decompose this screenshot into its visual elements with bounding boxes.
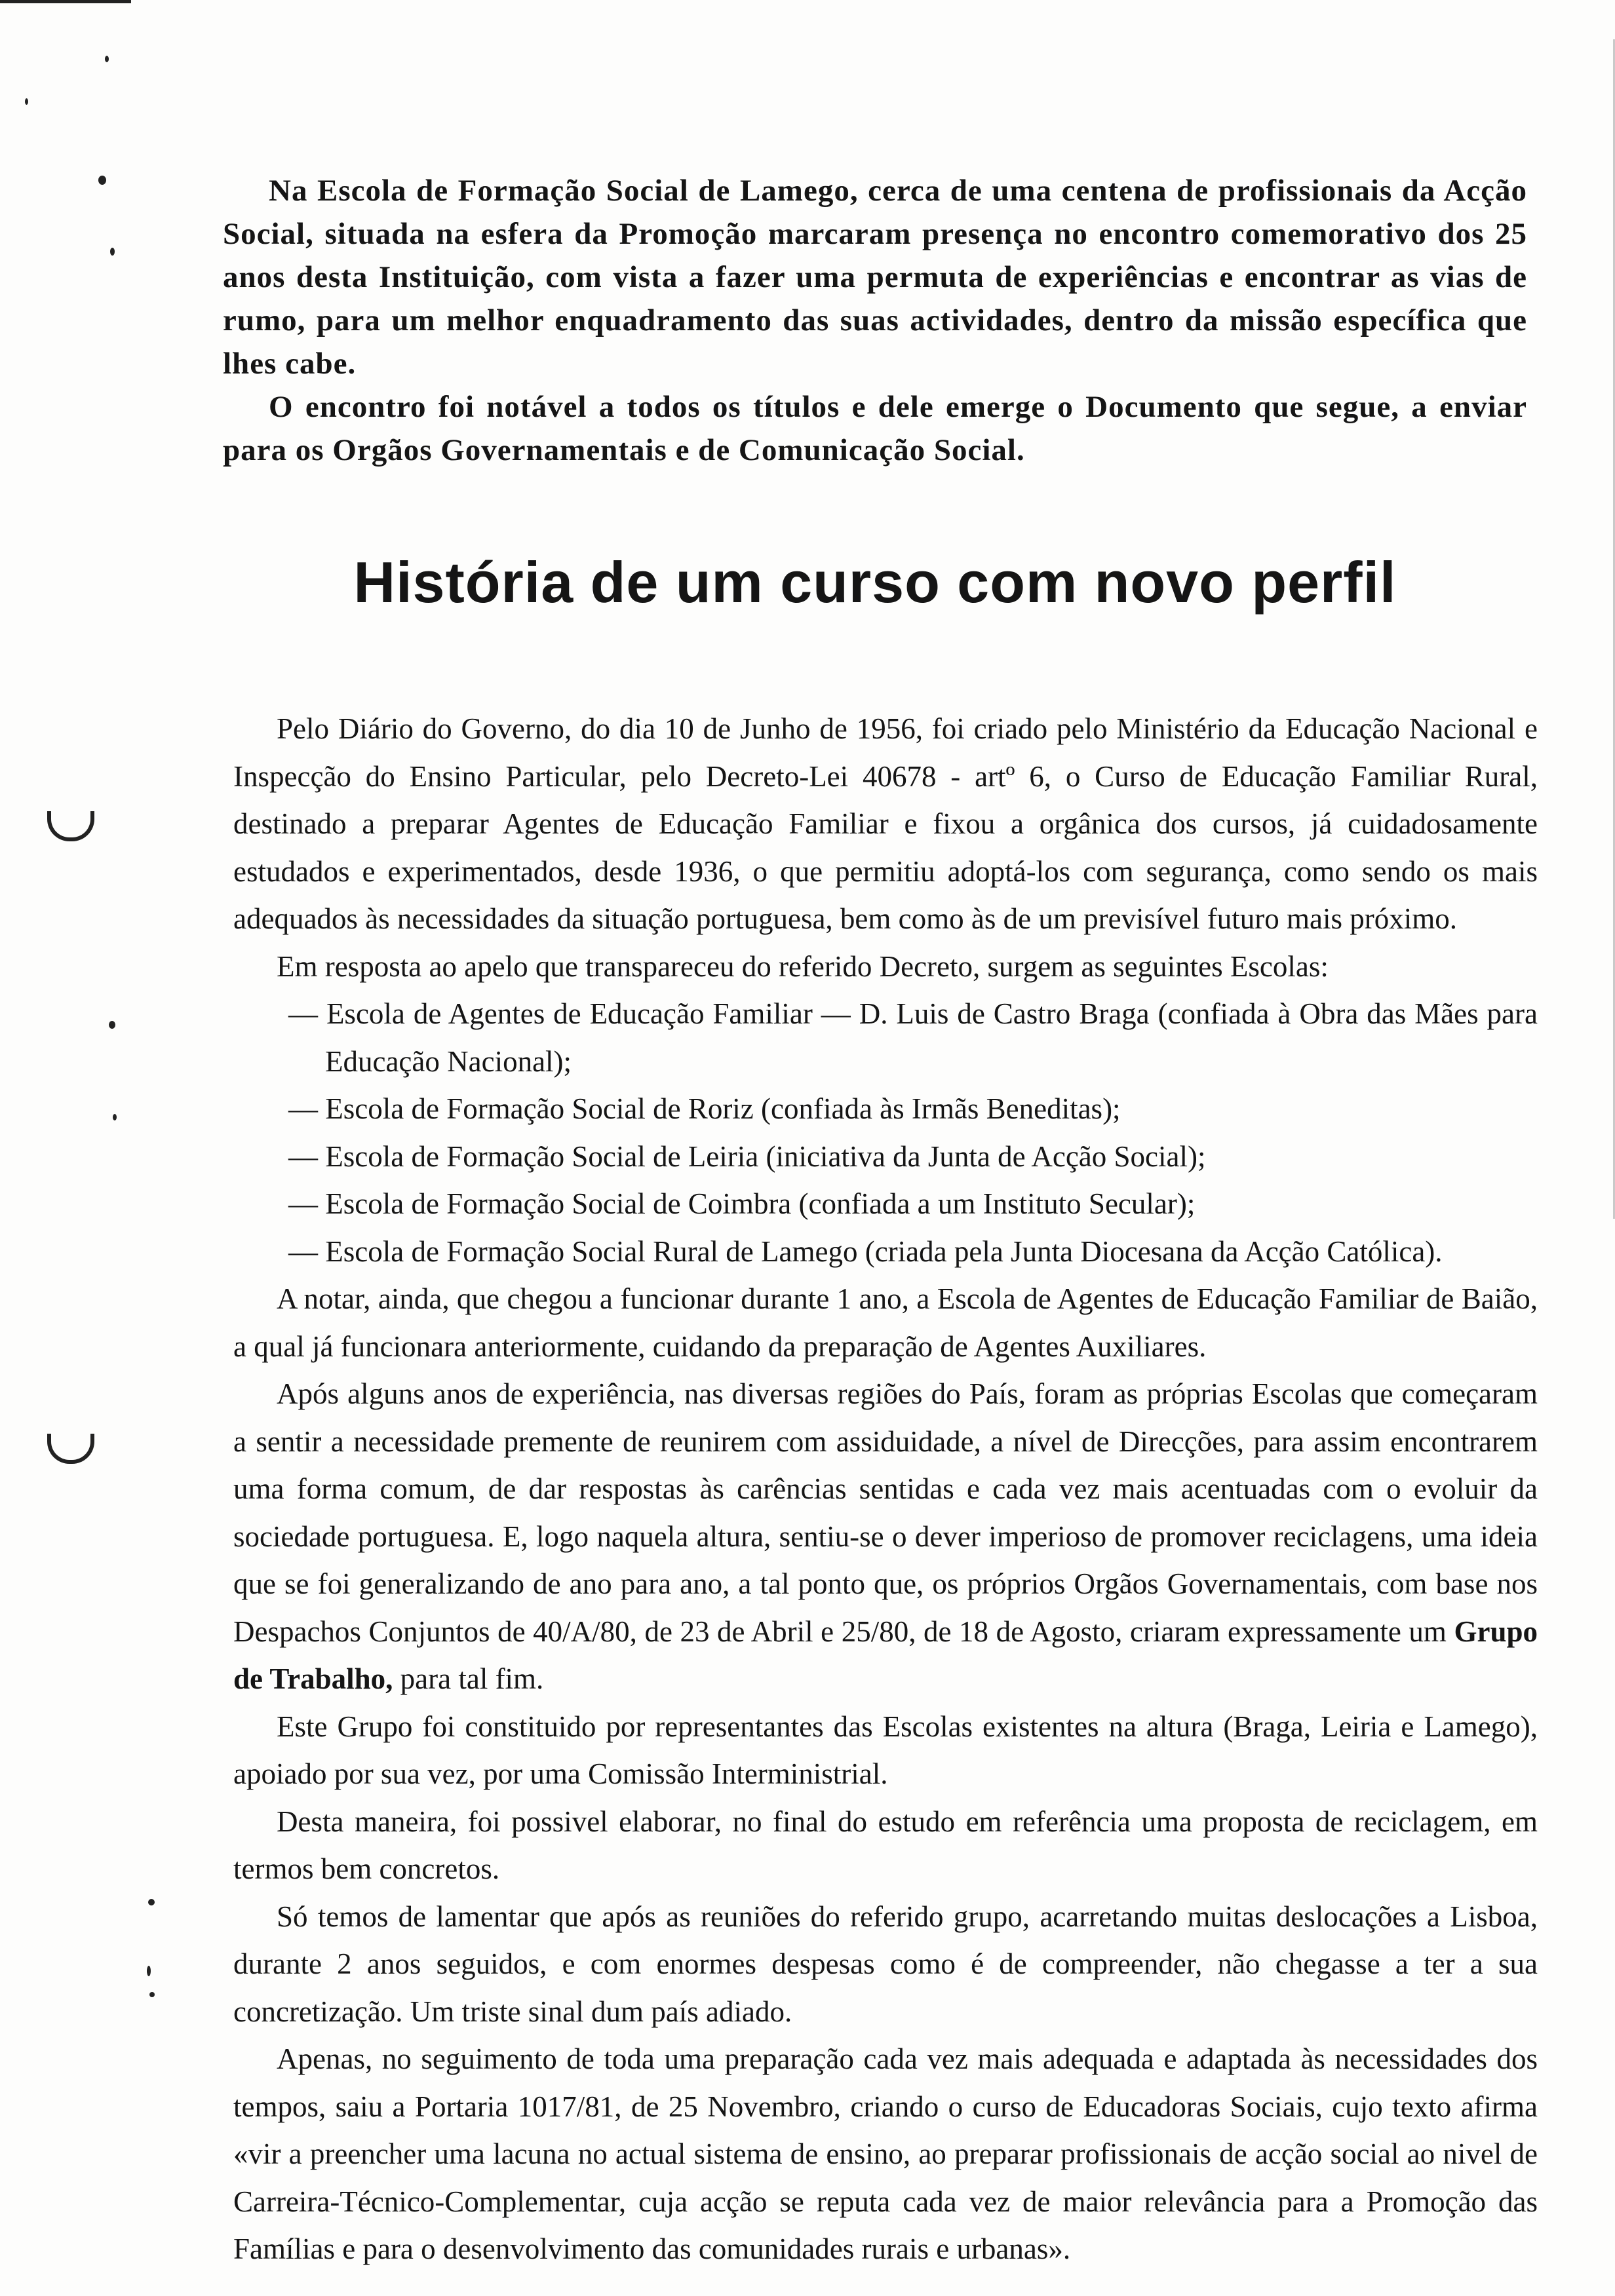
body-paragraph: Desta maneira, foi possivel elaborar, no final do estudo em referência uma proposta de reciclagem, em termos bem concretos. <box>233 1805 1538 1885</box>
body-paragraph: Pelo Diário do Governo, do dia 10 de Junho de 1956, foi criado pelo Ministério da Educação Nacional e Inspecção do Ensino Particular, pelo Decreto-Lei 40678 - artº 6, o Curso de Educação Familiar Rural, destinado a preparar Agentes de Educação Familiar e fixou a orgânica dos cursos, já cuidadosamente estudados e experimentados, desde 1936, o que permitiu adoptá-los com segurança, como sendo os mais adequados às necessidades da situação portuguesa, bem como às de um previsível futuro mais próximo. <box>233 712 1538 935</box>
scan-speck <box>110 248 115 256</box>
scan-speck <box>25 98 28 105</box>
scan-edge-top <box>0 0 131 3</box>
scan-speck <box>105 56 109 62</box>
scan-speck <box>109 1021 115 1029</box>
body-paragraph <box>233 1370 1538 1703</box>
scan-speck <box>98 176 106 185</box>
article-title: História de um curso com novo perfil <box>353 550 1397 615</box>
list-item: — Escola de Formação Social de Coimbra (confiada a um Instituto Secular); <box>288 1187 1196 1220</box>
list-item: — Escola de Formação Social de Leiria (iniciativa da Junta de Acção Social); <box>288 1139 1206 1173</box>
body-text: para tal fim. <box>393 1662 544 1695</box>
schools-list <box>233 990 1538 1275</box>
list-item: — Escola de Agentes de Educação Familiar — D. Luis de Castro Braga (confiada à Obra das Mães para Educação Nacional); <box>288 997 1538 1078</box>
body-paragraph: Este Grupo foi constituido por representantes das Escolas existentes na altura (Braga, Leiria e Lamego), apoiado por sua vez, por uma Comissão Interministrial. <box>233 1710 1538 1790</box>
punch-hole-mark <box>47 1434 94 1464</box>
body-text: Após alguns anos de experiência, nas diversas regiões do País, foram as próprias Escolas que começaram a sentir a necessidade premente de reunirem com assiduidade, a nível de Direcções, para assim encontrarem uma forma comum, de dar respostas às carências sentidas e cada vez mais acentuadas com o evoluir da sociedade portuguesa. E, logo naquela altura, sentiu-se o dever imperioso de promover reciclagens, uma ideia que se foi generalizando de ano para ano, a tal ponto que, os próprios Orgãos Governamentais, com base nos Despachos Conjuntos de 40/A/80, de 23 de Abril e 25/80, de 18 de Agosto, criaram expressamente um <box>233 1377 1538 1648</box>
list-item: — Escola de Formação Social Rural de Lamego (criada pela Junta Diocesana da Acção Católica). <box>288 1234 1443 1268</box>
scan-speck <box>148 1899 155 1905</box>
intro-block <box>223 169 1527 472</box>
scan-speck <box>147 1966 151 1976</box>
scan-speck <box>113 1114 117 1120</box>
body-paragraph: Em resposta ao apelo que transpareceu do referido Decreto, surgem as seguintes Escolas: <box>277 949 1329 983</box>
scan-speck <box>149 1992 155 1997</box>
list-item: — Escola de Formação Social de Roriz (confiada às Irmãs Beneditas); <box>288 1092 1121 1125</box>
body-paragraph: Apenas, no seguimento de toda uma preparação cada vez mais adequada e adaptada às necessidades dos tempos, saiu a Portaria 1017/81, de 25 Novembro, criando o curso de Educadoras Sociais, cujo texto afirma «vir a preencher uma lacuna no actual sistema de ensino, ao preparar profissionais de acção social ao nivel de Carreira-Técnico-Complementar, cuja acção se reputa cada vez de maior relevância para a Promoção das Famílias e para o desenvolvimento das comunidades rurais e urbanas». <box>233 2042 1538 2265</box>
emphasis-text: Grupo de Trabalho, <box>233 1615 1538 1695</box>
intro-paragraph: Na Escola de Formação Social de Lamego, cerca de uma centena de profissionais da Acção Social, situada na esfera da Promoção marcaram presença no encontro comemorativo dos 25 anos desta Instituição, com vista a fazer uma permuta de experiências e encontrar as vias de rumo, para um melhor enquadramento das suas actividades, dentro da missão específica que lhes cabe. <box>223 174 1527 381</box>
body-paragraph: Só temos de lamentar que após as reuniões do referido grupo, acarretando muitas deslocações a Lisboa, durante 2 anos seguidos, e com enormes despesas como é de compreender, não chegasse a ter a sua concretização. Um triste sinal dum país adiado. <box>233 1900 1538 2028</box>
intro-paragraph: O encontro foi notável a todos os títulos e dele emerge o Documento que segue, a enviar para os Orgãos Governamentais e de Comunicação Social. <box>223 390 1527 467</box>
punch-hole-mark <box>47 811 94 841</box>
article-body <box>233 705 1538 2273</box>
body-paragraph: A notar, ainda, que chegou a funcionar durante 1 ano, a Escola de Agentes de Educação Familiar de Baião, a qual já funcionara anteriormente, cuidando da preparação de Agentes Auxiliares. <box>233 1282 1538 1363</box>
